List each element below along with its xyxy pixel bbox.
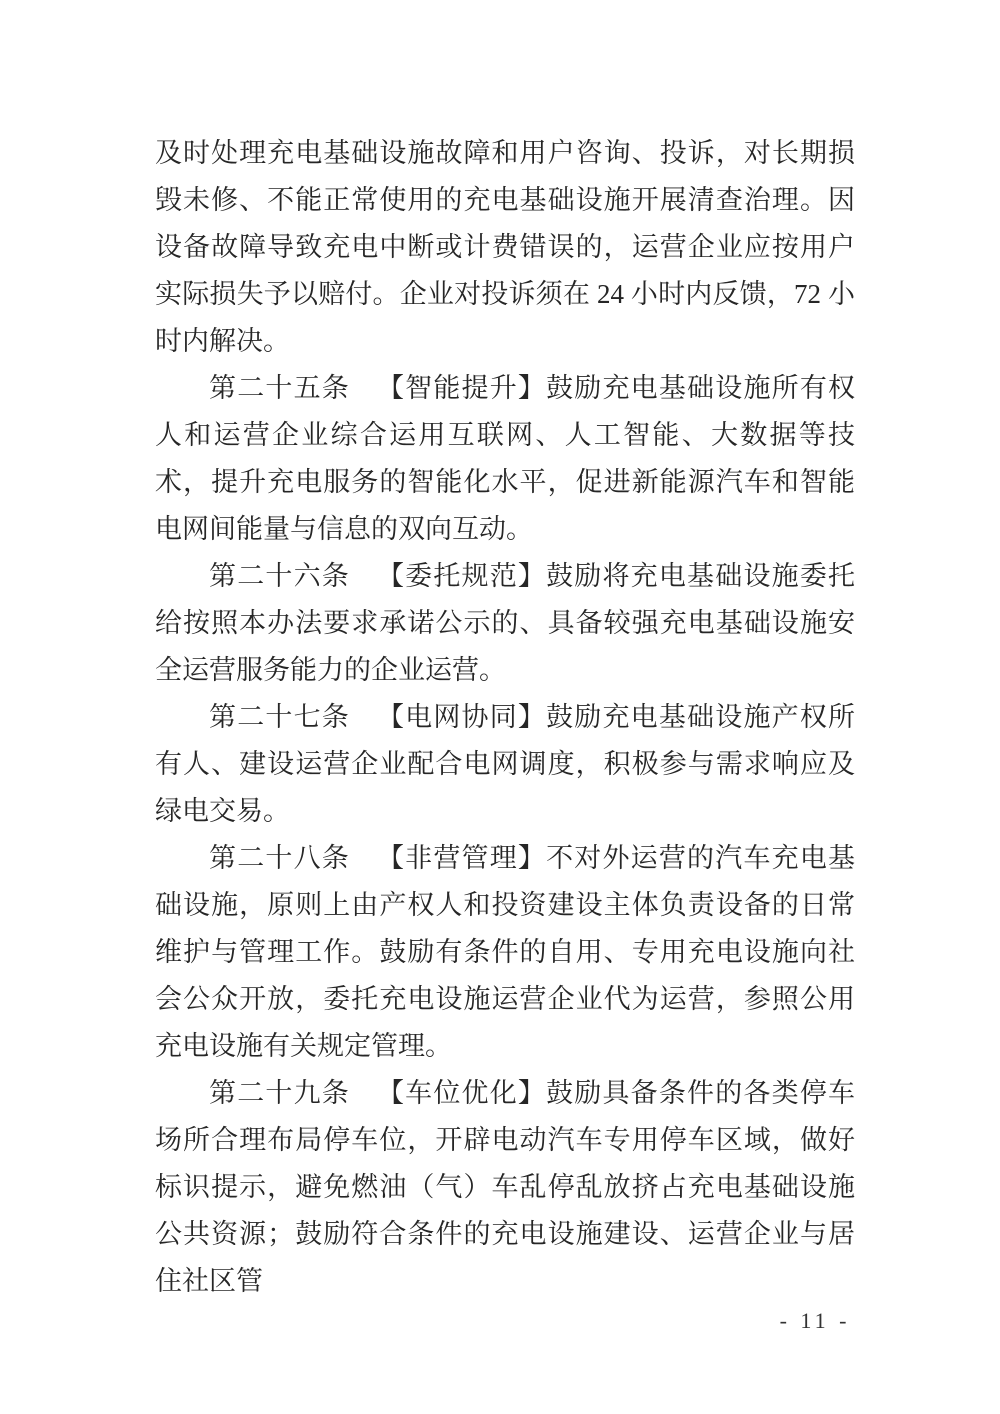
article-25 [155,365,855,553]
paragraph-text: 及时处理充电基础设施故障和用户咨询、投诉，对长期损毁未修、不能正常使用的充电基础设施开展清查治理。因设备故障导致充电中断或计费错误的，运营企业应按用户实际损失予以赔付。企业对投诉须在 24 小时内反馈，72 小时内解决。 [155,138,855,356]
article-tag: 【委托规范】 [376,561,547,591]
article-text: 鼓励将充电基础设施委托给按照本办法要求承诺公示的、具备较强充电基础设施安全运营服务能力的企业运营。 [155,561,856,685]
article-tag: 【智能提升】 [376,373,547,403]
article-26 [155,553,855,694]
article-number: 第二十五条 [209,373,350,403]
article-29 [155,1070,855,1305]
article-27 [155,694,855,835]
article-tag: 【电网协同】 [376,702,547,732]
document-body [155,130,855,1305]
article-text: 鼓励充电基础设施产权所有人、建设运营企业配合电网调度，积极参与需求响应及绿电交易。 [155,702,856,826]
article-tag: 【非营管理】 [376,843,547,873]
article-number: 第二十九条 [209,1078,350,1108]
article-number: 第二十八条 [209,843,350,873]
paragraph-continuation [155,130,855,365]
article-number: 第二十七条 [209,702,350,732]
article-text: 鼓励具备条件的各类停车场所合理布局停车位，开辟电动汽车专用停车区域，做好标识提示，避免燃油（气）车乱停乱放挤占充电基础设施公共资源；鼓励符合条件的充电设施建设、运营企业与居住社区管 [155,1078,856,1296]
article-number: 第二十六条 [209,561,350,591]
article-tag: 【车位优化】 [376,1078,547,1108]
article-28 [155,835,855,1070]
article-text: 不对外运营的汽车充电基础设施，原则上由产权人和投资建设主体负责设备的日常维护与管理工作。鼓励有条件的自用、专用充电设施向社会公众开放，委托充电设施运营企业代为运营，参照公用充电设施有关规定管理。 [155,843,856,1061]
article-text: 鼓励充电基础设施所有权人和运营企业综合运用互联网、人工智能、大数据等技术，提升充电服务的智能化水平，促进新能源汽车和智能电网间能量与信息的双向互动。 [155,373,856,544]
page-number: - 11 - [779,1308,851,1333]
